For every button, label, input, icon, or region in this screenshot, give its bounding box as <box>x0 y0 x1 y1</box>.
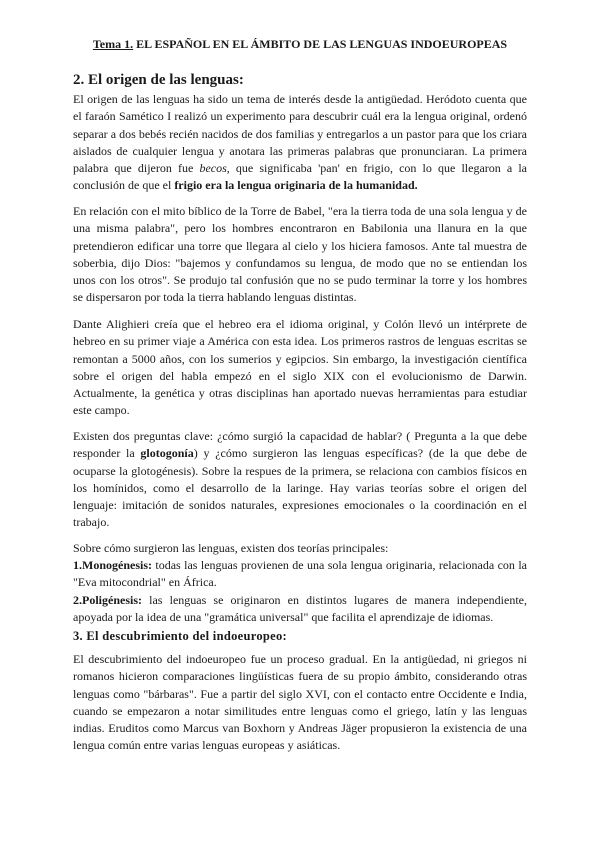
paragraph-theories-intro: Sobre cómo surgieron las lenguas, existen dos teorías principales: <box>73 541 389 555</box>
bold-monogenesis: 1.Monogénesis: <box>73 558 152 572</box>
paragraph-text: Existen dos preguntas clave: ¿cómo surgió la capacidad de hablar? ( Pregunta a la que debe responder la <box>73 429 527 461</box>
bold-poligenesis: 2.Poligénesis: <box>73 593 142 607</box>
section-2-heading: 2. El origen de las lenguas: <box>73 72 244 88</box>
section-3-heading: 3. El descubrimiento del indoeuropeo: <box>73 629 288 643</box>
italic-word-becos: becos <box>199 161 227 176</box>
paragraph-text: El origen de las lenguas ha sido un tema de interés desde la antigüedad. Heródoto cuenta que el faraón Samético I realizó un experimento para descubrir cuál era la lengua original, ordenó separar a dos bebés recién nacidos de dos familias y entregarlos a un pastor para que los criara aislados de cualquier lengua y anotara las primeras palabras que pronunciaran. La primera palabra que dijeron fue <box>73 92 527 176</box>
title-tema: Tema 1. <box>92 37 134 51</box>
bold-glotogonia: glotogonía <box>140 446 194 461</box>
bold-conclusion: frigio era la lengua originaria de la humanidad. <box>174 178 418 193</box>
document-title <box>73 37 527 52</box>
title-text: EL ESPAÑOL EN EL ÁMBITO DE LAS LENGUAS INDOEUROPEAS <box>133 37 508 51</box>
paragraph-babel: En relación con el mito bíblico de la Torre de Babel, "era la tierra toda de una sola lengua y de una misma palabra", pero los hombres encontraron en Babilonia una llanura en la que pretendieron edificar una torre que llegara al cielo y los hiciera famosos. Ante tal muestra de soberbia, dijo Dios: "bajemos y confundamos su lengua, de modo que no se entiendan los unos con los otros". Se produjo tal confusión que no se pudo terminar la torre y los hombres se dispersaron por toda la tierra hablando lenguas distintas. <box>73 204 527 305</box>
paragraph-text: las lenguas se originaron en distintos lugares de manera independiente, apoyada por la idea de una "gramática universal" que facilita el aprendizaje de idiomas. <box>73 593 527 625</box>
paragraph-origin-herodotus <box>73 91 527 195</box>
paragraph-dante: Dante Alighieri creía que el hebreo era el idioma original, y Colón llevó un intérprete de hebreo en su primer viaje a América con esta idea. Los primeros rastros de lenguas escritas se remontan a 5000 años, con los sumerios y egipcios. Sin embargo, la investigación científica sobre el origen del habla empezó en el siglo XIX con el evolucionismo de Darwin. Actualmente, la genética y otras disciplinas han aportado nuevas herramientas para estudiar este campo. <box>73 317 527 418</box>
paragraph-indoeuropean: El descubrimiento del indoeuropeo fue un proceso gradual. En la antigüedad, ni griegos ni romanos hicieron comparaciones lingüísticas fuera de su propio ámbito, considerando otras lenguas como "bárbaras". Fue a partir del siglo XVI, con el contacto entre Occidente e India, cuando se empezaron a notar similitudes entre lenguas como el griego, latín y las lenguas indias. Eruditos como Marcus van Boxhorn y Andreas Jäger propusieron la existencia de una lengua común entre varias lenguas europeas y asiáticas. <box>73 652 527 753</box>
paragraph-text: , que significaba 'pan' en frigio, con lo que llegaron a la conclusión de que el <box>73 161 527 193</box>
paragraph-text: todas las lenguas provienen de una sola lengua originaria, relacionada con la "Eva mitocondrial" en África. <box>73 558 527 590</box>
paragraph-text: ) y ¿cómo surgieron las lenguas específicas? (de la que debe de ocuparse la glotogénesis). Sobre la respues de la primera, se relaciona con cambios físicos en los homínidos, como el desarrollo de la laringe. Hay varias teorías sobre el origen del lenguaje: imitación de sonidos naturales, expresiones emocionales o la coordinación en el trabajo. <box>73 446 527 530</box>
theory-monogenesis <box>73 557 527 592</box>
paragraph-key-questions <box>73 428 527 532</box>
theory-poligenesis <box>73 592 527 627</box>
